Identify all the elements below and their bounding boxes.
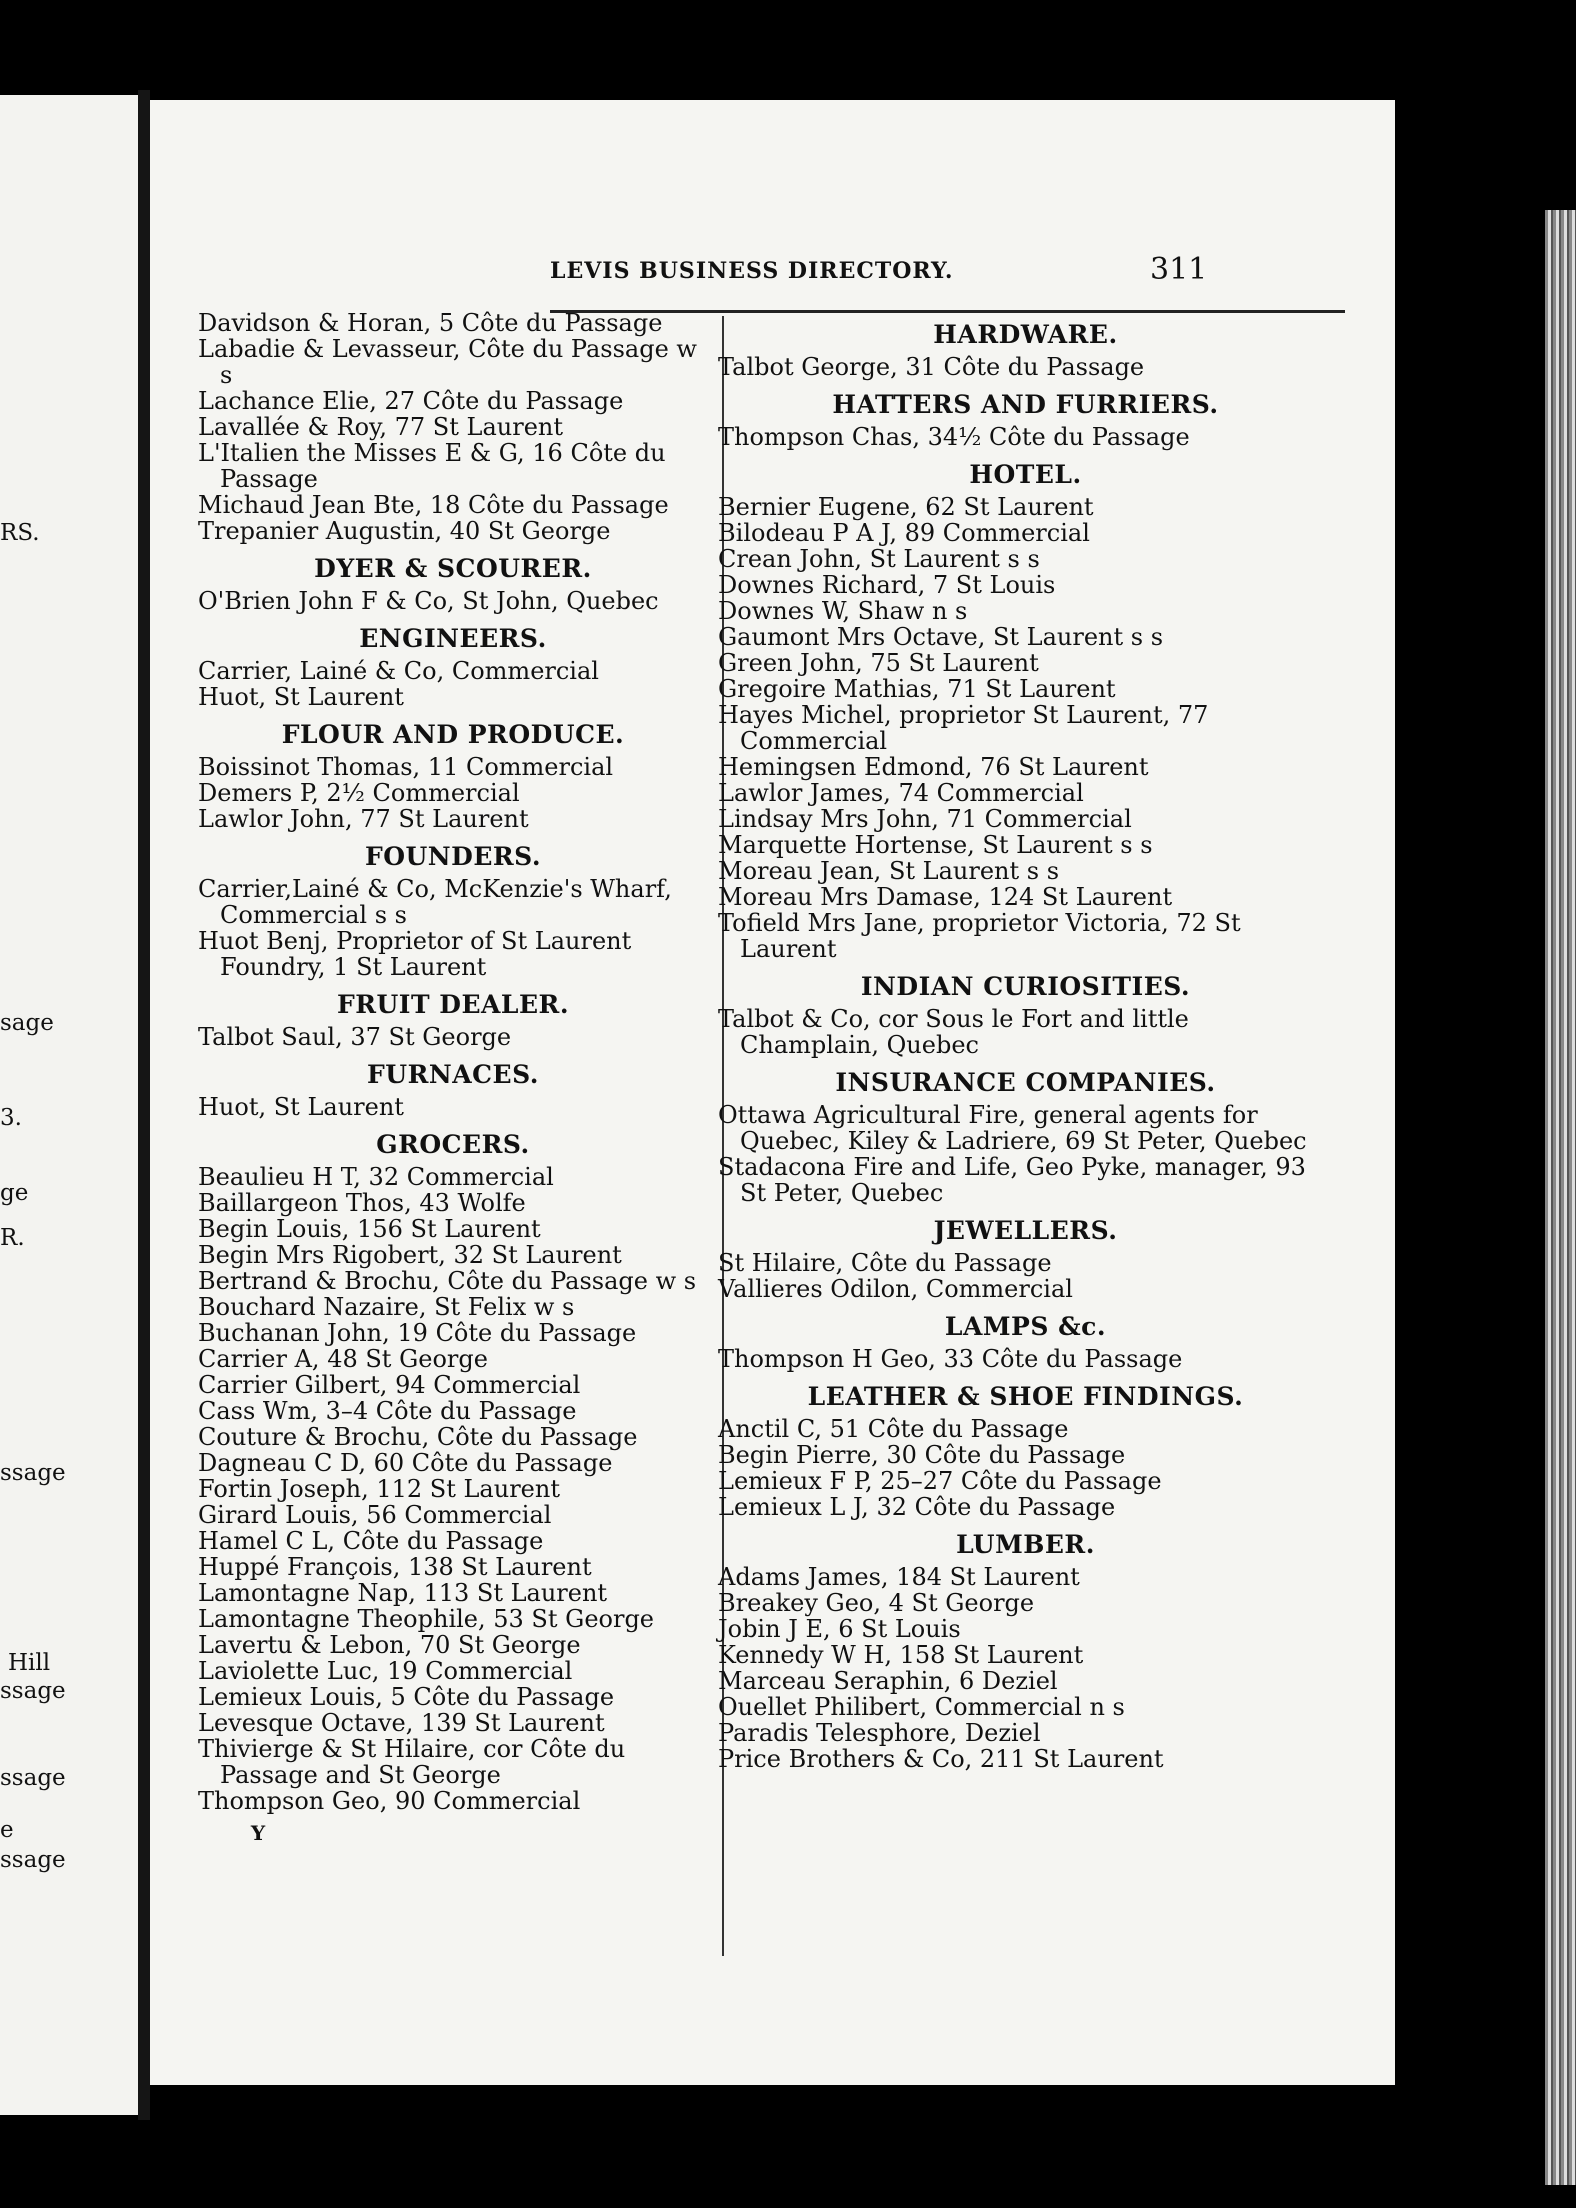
list-item: Huppé François, 138 St Laurent (198, 1553, 592, 1581)
list-item: Huot, St Laurent (198, 1093, 404, 1121)
list-item: O'Brien John F & Co, St John, Quebec (198, 587, 659, 615)
list-item: Thompson Geo, 90 Commercial (198, 1787, 581, 1815)
list-item: Breakey Geo, 4 St George (718, 1589, 1035, 1617)
section-heading: LEATHER & SHOE FINDINGS. (807, 1382, 1244, 1411)
fragment-text: sage (0, 1010, 54, 1036)
list-item: Gregoire Mathias, 71 St Laurent (718, 675, 1116, 703)
list-item: Carrier,Lainé & Co, McKenzie's Wharf, Commercial s s (198, 875, 672, 929)
list-item: Gaumont Mrs Octave, St Laurent s s (718, 623, 1164, 651)
page-header (150, 252, 1395, 298)
list-item: Downes W, Shaw n s (718, 597, 968, 625)
section-entries (718, 1564, 1333, 1772)
right-sections (718, 322, 1333, 1772)
directory-page (150, 100, 1395, 2085)
list-item: Trepanier Augustin, 40 St George (198, 517, 611, 545)
list-item: Talbot George, 31 Côte du Passage (718, 353, 1145, 381)
section-entries (198, 588, 708, 614)
page-number: 311 (1150, 252, 1208, 287)
list-item: Lachance Elie, 27 Côte du Passage (198, 387, 624, 415)
fragment-text: ssage (0, 1765, 66, 1791)
directory-section (718, 974, 1333, 1058)
list-item: Lavertu & Lebon, 70 St George (198, 1631, 581, 1659)
right-column (718, 310, 1333, 1772)
section-heading: LAMPS &c. (944, 1312, 1107, 1341)
section-entries (198, 1024, 708, 1050)
list-item: Dagneau C D, 60 Côte du Passage (198, 1449, 613, 1477)
fragment-text: ssage (0, 1460, 66, 1486)
section-entries (198, 1094, 708, 1120)
page-stack-edge (1545, 210, 1576, 2185)
list-item: Lemieux F P, 25–27 Côte du Passage (718, 1467, 1162, 1495)
section-heading: ENGINEERS. (359, 624, 547, 653)
list-item: Marceau Seraphin, 6 Deziel (718, 1667, 1058, 1695)
directory-section (718, 1070, 1333, 1206)
fragment-text: ssage (0, 1847, 66, 1873)
fragment-text: R. (0, 1225, 25, 1251)
list-item: Michaud Jean Bte, 18 Côte du Passage (198, 491, 669, 519)
list-item: Moreau Mrs Damase, 124 St Laurent (718, 883, 1173, 911)
list-item: Lemieux L J, 32 Côte du Passage (718, 1493, 1116, 1521)
list-item: Bernier Eugene, 62 St Laurent (718, 493, 1094, 521)
list-item: Lindsay Mrs John, 71 Commercial (718, 805, 1132, 833)
section-entries (718, 1416, 1333, 1520)
list-item: Vallieres Odilon, Commercial (718, 1275, 1073, 1303)
list-item: Lawlor John, 77 St Laurent (198, 805, 529, 833)
book-gutter (138, 90, 150, 2120)
list-item: Carrier, Lainé & Co, Commercial (198, 657, 599, 685)
lead-entries (198, 310, 708, 544)
list-item: Lavallée & Roy, 77 St Laurent (198, 413, 564, 441)
directory-section (718, 1532, 1333, 1772)
directory-section (718, 462, 1333, 962)
section-heading: INDIAN CURIOSITIES. (860, 972, 1191, 1001)
list-item: Kennedy W H, 158 St Laurent (718, 1641, 1084, 1669)
directory-section (198, 722, 708, 832)
list-item: L'Italien the Misses E & G, 16 Côte du Passage (198, 439, 666, 493)
list-item: Bouchard Nazaire, St Felix w s (198, 1293, 575, 1321)
list-item: Begin Pierre, 30 Côte du Passage (718, 1441, 1126, 1469)
list-item: Lemieux Louis, 5 Côte du Passage (198, 1683, 615, 1711)
list-item: Davidson & Horan, 5 Côte du Passage (198, 309, 663, 337)
list-item: Couture & Brochu, Côte du Passage (198, 1423, 638, 1451)
fragment-text: RS. (0, 520, 40, 546)
section-entries (718, 1102, 1333, 1206)
section-heading: JEWELLERS. (933, 1216, 1118, 1245)
directory-section (718, 322, 1333, 380)
section-heading: GROCERS. (376, 1130, 530, 1159)
list-item: Bertrand & Brochu, Côte du Passage w s (198, 1267, 697, 1295)
list-item: Ottawa Agricultural Fire, general agents for Quebec, Kiley & Ladriere, 69 St Peter, Quebec (718, 1101, 1307, 1155)
directory-section (198, 992, 708, 1050)
left-sections (198, 556, 708, 1814)
list-item: St Hilaire, Côte du Passage (718, 1249, 1052, 1277)
list-item: Adams James, 184 St Laurent (718, 1563, 1080, 1591)
list-item: Paradis Telesphore, Deziel (718, 1719, 1041, 1747)
list-item: Carrier Gilbert, 94 Commercial (198, 1371, 581, 1399)
section-entries (718, 1006, 1333, 1058)
directory-section (718, 1218, 1333, 1302)
list-item: Jobin J E, 6 St Louis (718, 1615, 961, 1643)
fragment-text: ssage (0, 1678, 66, 1704)
list-item: Lawlor James, 74 Commercial (718, 779, 1084, 807)
section-heading: FOUNDERS. (364, 842, 542, 871)
fragment-text: ge (0, 1180, 29, 1206)
list-item: Green John, 75 St Laurent (718, 649, 1039, 677)
section-heading: FURNACES. (367, 1060, 539, 1089)
list-item: Stadacona Fire and Life, Geo Pyke, manager, 93 St Peter, Quebec (718, 1153, 1306, 1207)
list-item: Bilodeau P A J, 89 Commercial (718, 519, 1090, 547)
fragment-text: 3. (0, 1105, 22, 1131)
list-item: Carrier A, 48 St George (198, 1345, 488, 1373)
list-item: Beaulieu H T, 32 Commercial (198, 1163, 554, 1191)
list-item: Girard Louis, 56 Commercial (198, 1501, 552, 1529)
list-item: Buchanan John, 19 Côte du Passage (198, 1319, 637, 1347)
left-column (198, 310, 708, 1846)
running-title: LEVIS BUSINESS DIRECTORY. (550, 258, 954, 284)
section-entries (198, 1164, 708, 1814)
list-item: Hayes Michel, proprietor St Laurent, 77 Commercial (718, 701, 1209, 755)
fragment-text: Hill (8, 1650, 51, 1676)
list-item: Levesque Octave, 139 St Laurent (198, 1709, 605, 1737)
list-item: Lamontagne Theophile, 53 St George (198, 1605, 655, 1633)
directory-section (718, 1314, 1333, 1372)
signature-mark: Y (250, 1821, 266, 1845)
section-heading: FRUIT DEALER. (336, 990, 570, 1019)
list-item: Talbot Saul, 37 St George (198, 1023, 512, 1051)
list-item: Crean John, St Laurent s s (718, 545, 1040, 573)
list-item: Hamel C L, Côte du Passage (198, 1527, 544, 1555)
list-item: Moreau Jean, St Laurent s s (718, 857, 1060, 885)
list-item: Lamontagne Nap, 113 St Laurent (198, 1579, 608, 1607)
section-heading: LUMBER. (956, 1530, 1095, 1559)
section-entries (718, 494, 1333, 962)
adjacent-page-fragment (0, 95, 138, 2115)
list-item: Cass Wm, 3–4 Côte du Passage (198, 1397, 577, 1425)
directory-section (718, 392, 1333, 450)
directory-section (198, 556, 708, 614)
list-item: Talbot & Co, cor Sous le Fort and little Champlain, Quebec (718, 1005, 1189, 1059)
section-entries (198, 754, 708, 832)
list-item: Marquette Hortense, St Laurent s s (718, 831, 1153, 859)
list-item: Thompson H Geo, 33 Côte du Passage (718, 1345, 1183, 1373)
directory-section (198, 1132, 708, 1814)
list-item: Fortin Joseph, 112 St Laurent (198, 1475, 560, 1503)
list-item: Hemingsen Edmond, 76 St Laurent (718, 753, 1149, 781)
section-heading: HOTEL. (969, 460, 1082, 489)
list-item: Laviolette Luc, 19 Commercial (198, 1657, 573, 1685)
section-entries (718, 1346, 1333, 1372)
directory-section (198, 844, 708, 980)
list-item: Begin Louis, 156 St Laurent (198, 1215, 541, 1243)
directory-section (198, 1062, 708, 1120)
section-entries (718, 354, 1333, 380)
section-entries (718, 1250, 1333, 1302)
section-heading: HATTERS AND FURRIERS. (832, 390, 1219, 419)
section-entries (718, 424, 1333, 450)
list-item: Price Brothers & Co, 211 St Laurent (718, 1745, 1164, 1773)
list-item: Huot, St Laurent (198, 683, 404, 711)
list-item: Thompson Chas, 34½ Côte du Passage (718, 423, 1190, 451)
list-item: Demers P, 2½ Commercial (198, 779, 520, 807)
section-entries (198, 876, 708, 980)
fragment-text: e (0, 1817, 14, 1843)
list-item: Thivierge & St Hilaire, cor Côte du Passage and St George (198, 1735, 626, 1789)
list-item: Anctil C, 51 Côte du Passage (718, 1415, 1069, 1443)
list-item: Boissinot Thomas, 11 Commercial (198, 753, 614, 781)
directory-section (718, 1384, 1333, 1520)
section-heading: FLOUR AND PRODUCE. (281, 720, 625, 749)
directory-section (198, 626, 708, 710)
list-item: Ouellet Philibert, Commercial n s (718, 1693, 1125, 1721)
list-item: Baillargeon Thos, 43 Wolfe (198, 1189, 526, 1217)
list-item: Downes Richard, 7 St Louis (718, 571, 1056, 599)
section-entries (198, 658, 708, 710)
list-item: Labadie & Levasseur, Côte du Passage w s (198, 335, 697, 389)
list-item: Huot Benj, Proprietor of St Laurent Foundry, 1 St Laurent (198, 927, 632, 981)
section-heading: HARDWARE. (933, 320, 1118, 349)
list-item: Begin Mrs Rigobert, 32 St Laurent (198, 1241, 622, 1269)
list-item: Tofield Mrs Jane, proprietor Victoria, 72 St Laurent (718, 909, 1241, 963)
section-heading: INSURANCE COMPANIES. (835, 1068, 1216, 1097)
section-heading: DYER & SCOURER. (314, 554, 592, 583)
